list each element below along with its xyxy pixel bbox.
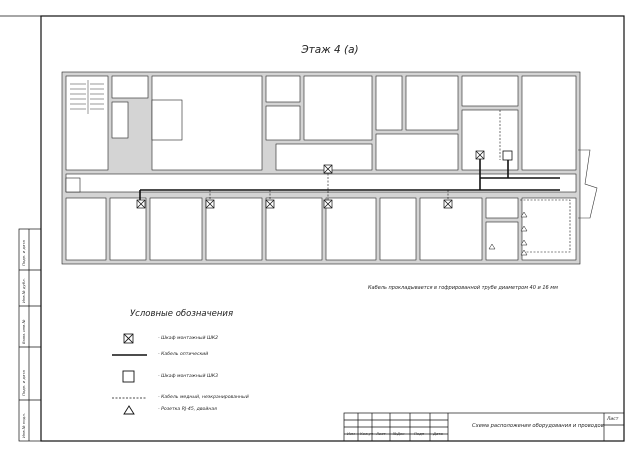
cabinet-wk2-icon: [206, 200, 214, 208]
title-block-sheet-label: Лист: [607, 417, 619, 422]
legend-label: - Шкаф монтажный ШК2: [158, 336, 219, 341]
legend-label: - Розетка RJ-45, двойная: [158, 407, 217, 412]
cabinet-wk2-icon: [444, 200, 452, 208]
stamp-column-label: Кол.уч: [360, 431, 374, 436]
stamp-column-label: Лист: [376, 431, 386, 436]
break-line: [578, 150, 597, 218]
side-strip-label: Инв.№ дубл.: [21, 278, 26, 303]
walls: [62, 72, 580, 264]
cable-note: Кабель прокладывается в гофрированной трубе диаметром 40 и 16 мм: [368, 285, 558, 291]
floor-plan: [62, 72, 597, 264]
cabinet-wk2-icon: [476, 151, 484, 159]
drawing-title: Этаж 4 (а): [301, 44, 359, 56]
cabinet-wk2-icon: [324, 165, 332, 173]
side-strip-label: Подп. и дата: [21, 370, 26, 396]
legend-socket-icon: [124, 406, 134, 414]
cabinet-wk2-icon: [266, 200, 274, 208]
cabinet-wk3-icon: [503, 151, 512, 160]
stamp-column-label: №Док: [393, 431, 405, 436]
legend-cabinet-wk2-icon: [124, 334, 133, 343]
cabinet-wk2-icon: [137, 200, 145, 208]
title-block-description: Схема расположения оборудования и проводов: [472, 423, 604, 429]
legend-label: - Шкаф монтажный ШК3: [158, 374, 219, 379]
stamp-column-label: Подп: [414, 431, 425, 436]
side-strip-label: Взам. инв.№: [21, 319, 26, 344]
legend-cabinet-wk3-icon: [123, 371, 134, 382]
side-strip-label: Подп. и дата: [21, 240, 26, 266]
legend-label: - Кабель медный, неэкранированный: [158, 395, 249, 400]
legend-title: Условные обозначения: [130, 309, 234, 319]
stamp-column-label: Изм: [347, 431, 355, 436]
side-strip-label: Инв.№ подл.: [21, 413, 26, 438]
legend-symbols: [112, 334, 147, 414]
cabinet-wk2-icon: [324, 200, 332, 208]
legend-label: - Кабель оптический: [158, 352, 209, 357]
stamp-column-label: Дата: [433, 431, 443, 436]
